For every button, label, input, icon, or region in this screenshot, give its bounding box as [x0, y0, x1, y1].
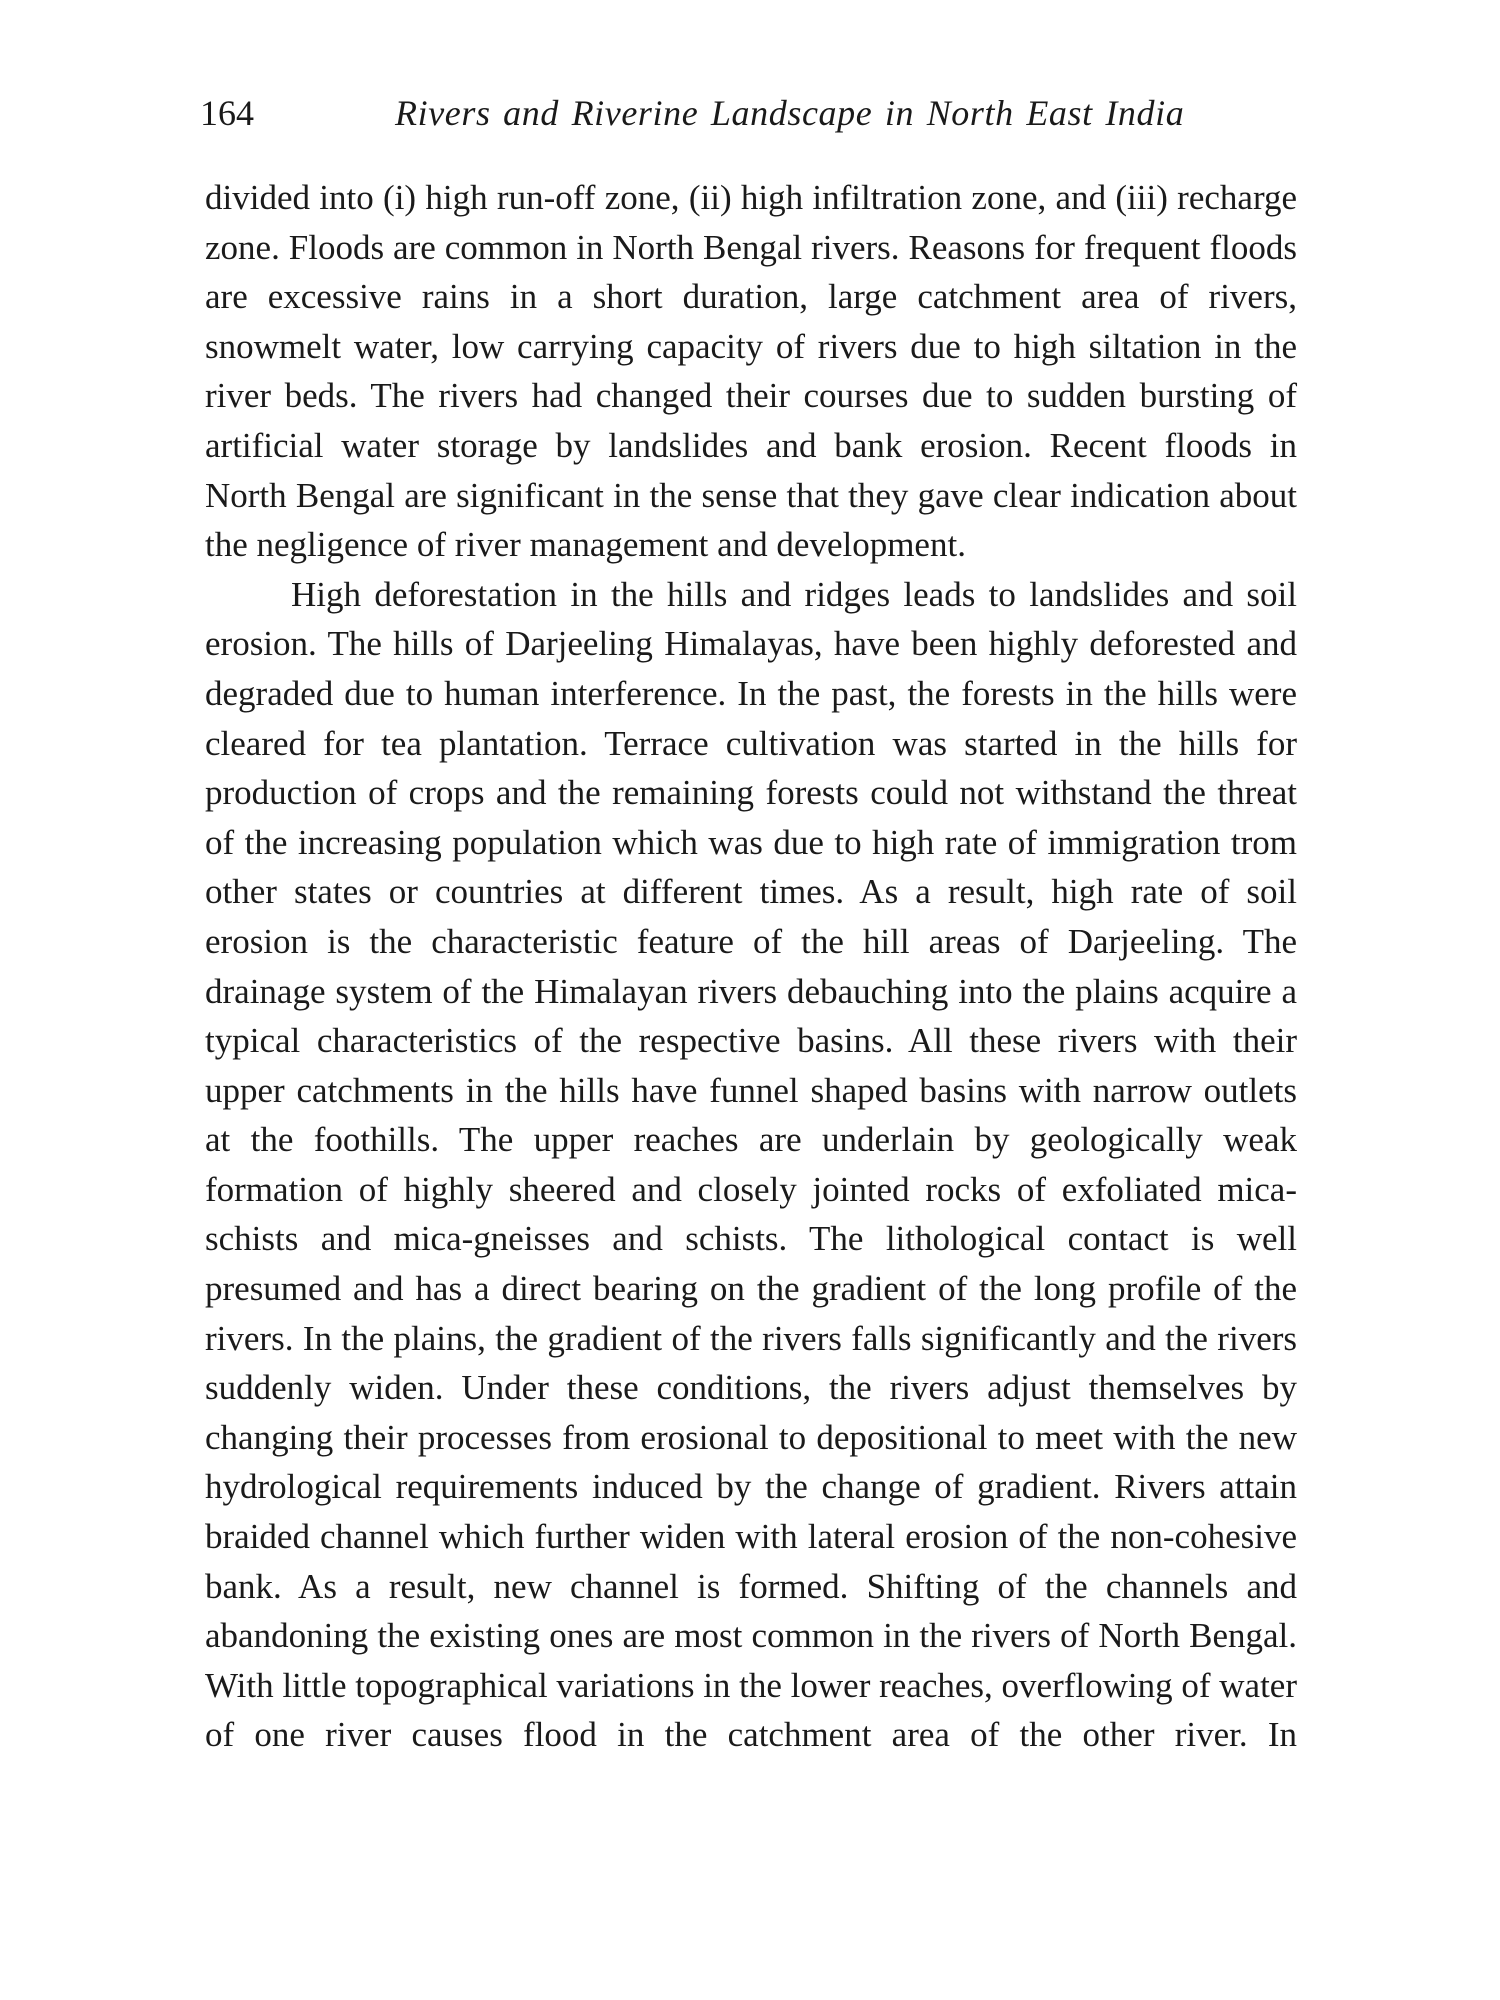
paragraph-deforestation: High deforestation in the hills and ridges leads to landslides and soil erosion. The hills of Darjeeling Himalayas, have been highly deforested and degraded due to human interference. In the past, the forests in the hills were cleared for tea plantation. Terrace cultivation was started in the hills for production of crops and the remaining forests could not withstand the threat of the increasing population which was due to high rate of immigration trom other states or countries at different times. As a result, high rate of soil erosion is the characteristic feature of the hill areas of Darjeeling. The drainage system of the Himalayan rivers debauching into the plains acquire a typical characteristics of the respective basins. All these rivers with their upper catchments in the hills have funnel shaped basins with narrow outlets at the foothills. The upper reaches are underlain by geologically weak formation of highly sheered and closely jointed rocks of exfoliated mica-schists and mica-gneisses and schists. The lithological contact is well presumed and has a direct bearing on the gradient of the long profile of the rivers. In the plains, the gradient of the rivers falls significantly and the rivers suddenly widen. Under these conditions, the rivers adjust themselves by changing their processes from erosional to depositional to meet with the new hydrological requirements induced by the change of gradient. Rivers attain braided channel which further widen with lateral erosion of the non-cohesive bank. As a result, new channel is formed. Shifting of the channels and abandoning the existing ones are most common in the rivers of North Bengal. With little topographical variations in the lower reaches, overflowing of water of one river causes flood in the catchment area of the other river. In [205, 574, 1297, 1755]
paragraph-continuation: divided into (i) high run-off zone, (ii) high infiltration zone, and (iii) recharge zone. Floods are common in North Bengal rivers. Reasons for frequent floods are excessive rains in a short duration, large catchment area of rivers, snowmelt water, low carrying capacity of rivers due to high siltation in the river beds. The rivers had changed their courses due to sudden bursting of artificial water storage by landslides and bank erosion. Recent floods in North Bengal are significant in the sense that they gave clear indication about the negligence of river management and development. [205, 178, 1297, 565]
page-number: 164 [200, 93, 254, 133]
book-title: Rivers and Riverine Landscape in North East India [395, 93, 1185, 133]
running-head [200, 88, 1300, 138]
body-text [205, 173, 1297, 1760]
